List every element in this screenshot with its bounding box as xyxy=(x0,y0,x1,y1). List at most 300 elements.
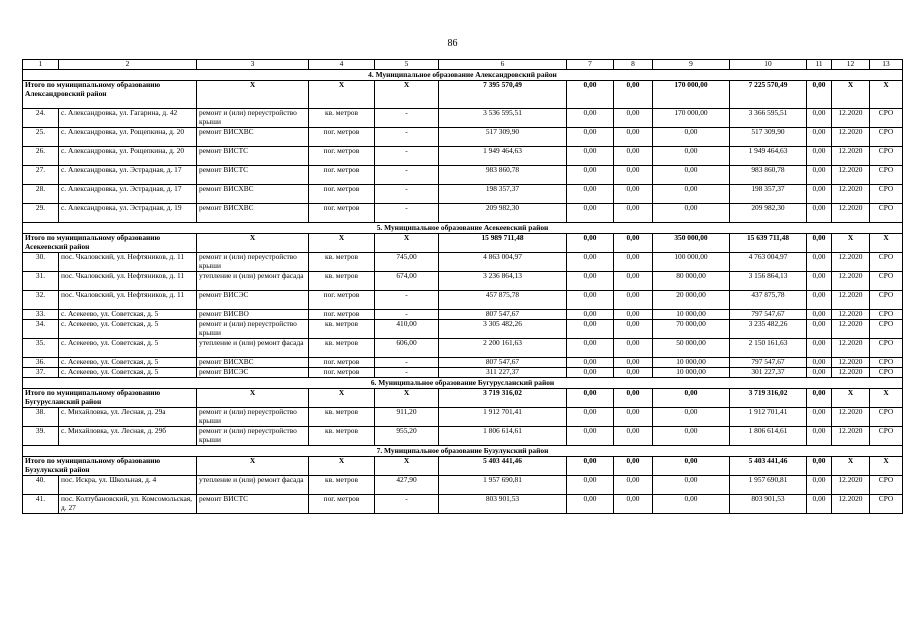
value-c12: 12.2020 xyxy=(832,166,870,185)
value-c10: 1 957 690,81 xyxy=(730,476,807,495)
column-number-header xyxy=(23,60,903,70)
value-c10: 198 357,37 xyxy=(730,185,807,204)
value-c6: 3 305 482,26 xyxy=(439,320,567,339)
value-c8: 0,00 xyxy=(614,147,653,166)
value-c13: СРО xyxy=(870,368,903,378)
value-c13: СРО xyxy=(870,310,903,320)
address-cell: с. Александровка, ул. Рощепкина, д. 20 xyxy=(59,128,197,147)
value-c6: 198 357,37 xyxy=(439,185,567,204)
quantity-cell: - xyxy=(375,109,439,128)
address-cell: с. Асекеево, ул. Советская, д. 5 xyxy=(59,358,197,368)
work-type-cell: ремонт ВИСТС xyxy=(197,495,309,514)
quantity-cell: - xyxy=(375,185,439,204)
work-type-cell: ремонт и (или) переустройство крыши xyxy=(197,320,309,339)
value-c10: 517 309,90 xyxy=(730,128,807,147)
value-c9: 0,00 xyxy=(653,204,730,223)
value-c11: 0,00 xyxy=(807,427,832,446)
unit-cell: пог. метров xyxy=(309,495,375,514)
total-c8: 0,00 xyxy=(614,234,653,253)
address-cell: с. Асекеево, ул. Советская, д. 5 xyxy=(59,320,197,339)
row-number: 29. xyxy=(23,204,59,223)
unit-cell: кв. метров xyxy=(309,476,375,495)
total-c11: 0,00 xyxy=(807,389,832,408)
value-c13: СРО xyxy=(870,109,903,128)
total-c13: Х xyxy=(870,81,903,109)
address-cell: пос. Чкаловский, ул. Нефтяников, д. 11 xyxy=(59,272,197,291)
total-c13: Х xyxy=(870,457,903,476)
row-number: 37. xyxy=(23,368,59,378)
value-c7: 0,00 xyxy=(567,476,614,495)
section-title: 7. Муниципальное образование Бузулукский район xyxy=(23,446,903,457)
work-type-cell: ремонт ВИСТС xyxy=(197,147,309,166)
total-c11: 0,00 xyxy=(807,457,832,476)
value-c12: 12.2020 xyxy=(832,408,870,427)
value-c8: 0,00 xyxy=(614,204,653,223)
row-number: 41. xyxy=(23,495,59,514)
quantity-cell: - xyxy=(375,128,439,147)
value-c7: 0,00 xyxy=(567,272,614,291)
value-c11: 0,00 xyxy=(807,166,832,185)
address-cell: пос. Чкаловский, ул. Нефтяников, д. 11 xyxy=(59,253,197,272)
quantity-cell: - xyxy=(375,204,439,223)
value-c11: 0,00 xyxy=(807,310,832,320)
section-title: 6. Муниципальное образование Бугурусланский район xyxy=(23,378,903,389)
value-c10: 1 806 614,61 xyxy=(730,427,807,446)
row-number: 28. xyxy=(23,185,59,204)
work-type-cell: ремонт ВИСТС xyxy=(197,166,309,185)
quantity-cell: 410,00 xyxy=(375,320,439,339)
value-c13: СРО xyxy=(870,272,903,291)
row-number: 31. xyxy=(23,272,59,291)
value-c11: 0,00 xyxy=(807,128,832,147)
address-cell: с. Александровка, ул. Рощепкина, д. 20 xyxy=(59,147,197,166)
table-row xyxy=(23,310,903,320)
total-c12: Х xyxy=(832,457,870,476)
work-type-cell: ремонт ВИСХВС xyxy=(197,204,309,223)
total-c6: 3 719 316,02 xyxy=(439,389,567,408)
value-c9: 10 000,00 xyxy=(653,358,730,368)
address-cell: с. Александровка, ул. Гагарина, д. 42 xyxy=(59,109,197,128)
total-c10: 5 403 441,46 xyxy=(730,457,807,476)
value-c6: 803 901,53 xyxy=(439,495,567,514)
value-c11: 0,00 xyxy=(807,368,832,378)
value-c6: 1 957 690,81 xyxy=(439,476,567,495)
unit-cell: пог. метров xyxy=(309,185,375,204)
total-c9: 0,00 xyxy=(653,457,730,476)
total-row xyxy=(23,81,903,109)
value-c12: 12.2020 xyxy=(832,339,870,358)
row-number: 40. xyxy=(23,476,59,495)
value-c8: 0,00 xyxy=(614,291,653,310)
value-c9: 0,00 xyxy=(653,427,730,446)
column-number-7: 7 xyxy=(567,60,614,70)
table-row xyxy=(23,253,903,272)
address-cell: с. Александровка, ул. Эстрадная, д. 17 xyxy=(59,185,197,204)
total-c10: 15 639 711,48 xyxy=(730,234,807,253)
table-row xyxy=(23,128,903,147)
value-c10: 3 366 595,51 xyxy=(730,109,807,128)
total-c8: 0,00 xyxy=(614,81,653,109)
value-c8: 0,00 xyxy=(614,476,653,495)
value-c12: 12.2020 xyxy=(832,128,870,147)
total-c6: 5 403 441,46 xyxy=(439,457,567,476)
unit-cell: пог. метров xyxy=(309,310,375,320)
value-c12: 12.2020 xyxy=(832,185,870,204)
value-c10: 1 949 464,63 xyxy=(730,147,807,166)
column-number-6: 6 xyxy=(439,60,567,70)
section-header xyxy=(23,223,903,234)
row-number: 27. xyxy=(23,166,59,185)
column-number-2: 2 xyxy=(59,60,197,70)
unit-cell: пог. метров xyxy=(309,358,375,368)
value-c10: 437 875,78 xyxy=(730,291,807,310)
address-cell: пос. Чкаловский, ул. Нефтяников, д. 11 xyxy=(59,291,197,310)
table-row xyxy=(23,358,903,368)
address-cell: пос. Искра, ул. Школьная, д. 4 xyxy=(59,476,197,495)
total-c12: Х xyxy=(832,389,870,408)
total-c9: 0,00 xyxy=(653,389,730,408)
total-c12: Х xyxy=(832,234,870,253)
total-c8: 0,00 xyxy=(614,389,653,408)
value-c7: 0,00 xyxy=(567,495,614,514)
table-row xyxy=(23,320,903,339)
address-cell: с. Асекеево, ул. Советская, д. 5 xyxy=(59,339,197,358)
unit-cell: пог. метров xyxy=(309,128,375,147)
column-number-12: 12 xyxy=(832,60,870,70)
total-c5: Х xyxy=(375,389,439,408)
work-type-cell: ремонт ВИСЭС xyxy=(197,291,309,310)
quantity-cell: 911,20 xyxy=(375,408,439,427)
value-c7: 0,00 xyxy=(567,185,614,204)
value-c9: 0,00 xyxy=(653,166,730,185)
row-number: 30. xyxy=(23,253,59,272)
table-row xyxy=(23,272,903,291)
total-c11: 0,00 xyxy=(807,234,832,253)
value-c11: 0,00 xyxy=(807,495,832,514)
total-c11: 0,00 xyxy=(807,81,832,109)
value-c12: 12.2020 xyxy=(832,310,870,320)
section-header xyxy=(23,446,903,457)
value-c8: 0,00 xyxy=(614,185,653,204)
value-c8: 0,00 xyxy=(614,166,653,185)
value-c7: 0,00 xyxy=(567,253,614,272)
quantity-cell: - xyxy=(375,291,439,310)
work-type-cell: ремонт ВИСВО xyxy=(197,310,309,320)
row-number: 34. xyxy=(23,320,59,339)
value-c10: 4 763 004,97 xyxy=(730,253,807,272)
unit-cell: кв. метров xyxy=(309,109,375,128)
total-c10: 3 719 316,02 xyxy=(730,389,807,408)
value-c10: 983 860,78 xyxy=(730,166,807,185)
value-c12: 12.2020 xyxy=(832,427,870,446)
value-c12: 12.2020 xyxy=(832,147,870,166)
total-c4: Х xyxy=(309,81,375,109)
value-c9: 20 000,00 xyxy=(653,291,730,310)
value-c7: 0,00 xyxy=(567,166,614,185)
value-c11: 0,00 xyxy=(807,272,832,291)
total-label: Итого по муниципальному образованию Бугурусланский район xyxy=(23,389,197,408)
value-c10: 2 150 161,63 xyxy=(730,339,807,358)
value-c13: СРО xyxy=(870,358,903,368)
value-c13: СРО xyxy=(870,291,903,310)
total-c9: 170 000,00 xyxy=(653,81,730,109)
row-number: 38. xyxy=(23,408,59,427)
value-c10: 797 547,67 xyxy=(730,358,807,368)
work-type-cell: утепление и (или) ремонт фасада xyxy=(197,476,309,495)
value-c8: 0,00 xyxy=(614,253,653,272)
total-label: Итого по муниципальному образованию Бузулукский район xyxy=(23,457,197,476)
column-number-4: 4 xyxy=(309,60,375,70)
table-row xyxy=(23,204,903,223)
total-c12: Х xyxy=(832,81,870,109)
value-c9: 0,00 xyxy=(653,495,730,514)
row-number: 25. xyxy=(23,128,59,147)
quantity-cell: - xyxy=(375,147,439,166)
value-c9: 100 000,00 xyxy=(653,253,730,272)
total-c3: Х xyxy=(197,81,309,109)
value-c7: 0,00 xyxy=(567,310,614,320)
row-number: 33. xyxy=(23,310,59,320)
value-c10: 803 901,53 xyxy=(730,495,807,514)
total-c3: Х xyxy=(197,234,309,253)
value-c9: 0,00 xyxy=(653,476,730,495)
work-type-cell: ремонт ВИСХВС xyxy=(197,185,309,204)
column-number-1: 1 xyxy=(23,60,59,70)
unit-cell: пог. метров xyxy=(309,166,375,185)
address-cell: с. Асекеево, ул. Советская, д. 5 xyxy=(59,310,197,320)
total-label: Итого по муниципальному образованию Александровский район xyxy=(23,81,197,109)
value-c11: 0,00 xyxy=(807,109,832,128)
value-c12: 12.2020 xyxy=(832,253,870,272)
column-number-8: 8 xyxy=(614,60,653,70)
unit-cell: пог. метров xyxy=(309,291,375,310)
value-c12: 12.2020 xyxy=(832,109,870,128)
table-row xyxy=(23,109,903,128)
total-label: Итого по муниципальному образованию Асекеевский район xyxy=(23,234,197,253)
total-c7: 0,00 xyxy=(567,389,614,408)
value-c7: 0,00 xyxy=(567,427,614,446)
value-c6: 807 547,67 xyxy=(439,310,567,320)
quantity-cell: - xyxy=(375,310,439,320)
value-c10: 3 235 482,26 xyxy=(730,320,807,339)
unit-cell: пог. метров xyxy=(309,147,375,166)
value-c9: 80 000,00 xyxy=(653,272,730,291)
value-c9: 0,00 xyxy=(653,408,730,427)
value-c13: СРО xyxy=(870,320,903,339)
value-c7: 0,00 xyxy=(567,368,614,378)
value-c12: 12.2020 xyxy=(832,204,870,223)
value-c6: 807 547,67 xyxy=(439,358,567,368)
value-c11: 0,00 xyxy=(807,253,832,272)
total-c4: Х xyxy=(309,389,375,408)
value-c7: 0,00 xyxy=(567,358,614,368)
value-c13: СРО xyxy=(870,253,903,272)
value-c13: СРО xyxy=(870,495,903,514)
column-number-9: 9 xyxy=(653,60,730,70)
unit-cell: кв. метров xyxy=(309,408,375,427)
address-cell: с. Михайловка, ул. Лесная, д. 29б xyxy=(59,427,197,446)
table-row xyxy=(23,166,903,185)
address-cell: с. Асекеево, ул. Советская, д. 5 xyxy=(59,368,197,378)
value-c8: 0,00 xyxy=(614,320,653,339)
value-c9: 170 000,00 xyxy=(653,109,730,128)
total-c4: Х xyxy=(309,234,375,253)
column-number-13: 13 xyxy=(870,60,903,70)
row-number: 32. xyxy=(23,291,59,310)
table-row xyxy=(23,408,903,427)
table-row xyxy=(23,368,903,378)
value-c9: 0,00 xyxy=(653,128,730,147)
table-row xyxy=(23,476,903,495)
value-c7: 0,00 xyxy=(567,291,614,310)
value-c11: 0,00 xyxy=(807,476,832,495)
value-c8: 0,00 xyxy=(614,272,653,291)
value-c10: 3 156 864,13 xyxy=(730,272,807,291)
work-type-cell: ремонт ВИСХВС xyxy=(197,128,309,147)
value-c8: 0,00 xyxy=(614,358,653,368)
total-c7: 0,00 xyxy=(567,457,614,476)
value-c7: 0,00 xyxy=(567,109,614,128)
value-c11: 0,00 xyxy=(807,147,832,166)
total-c5: Х xyxy=(375,457,439,476)
value-c8: 0,00 xyxy=(614,408,653,427)
value-c9: 10 000,00 xyxy=(653,310,730,320)
unit-cell: кв. метров xyxy=(309,272,375,291)
unit-cell: кв. метров xyxy=(309,253,375,272)
table-row xyxy=(23,147,903,166)
unit-cell: пог. метров xyxy=(309,204,375,223)
value-c13: СРО xyxy=(870,408,903,427)
value-c12: 12.2020 xyxy=(832,476,870,495)
table-body xyxy=(23,60,903,514)
row-number: 24. xyxy=(23,109,59,128)
value-c13: СРО xyxy=(870,128,903,147)
quantity-cell: 674,00 xyxy=(375,272,439,291)
work-type-cell: ремонт ВИСХВС xyxy=(197,358,309,368)
work-type-cell: утепление и (или) ремонт фасада xyxy=(197,339,309,358)
value-c11: 0,00 xyxy=(807,339,832,358)
section-header xyxy=(23,70,903,81)
address-cell: с. Александровка, ул. Эстрадная, д. 17 xyxy=(59,166,197,185)
quantity-cell: - xyxy=(375,495,439,514)
total-c5: Х xyxy=(375,81,439,109)
value-c9: 50 000,00 xyxy=(653,339,730,358)
quantity-cell: - xyxy=(375,368,439,378)
value-c12: 12.2020 xyxy=(832,272,870,291)
value-c7: 0,00 xyxy=(567,204,614,223)
table-row xyxy=(23,495,903,514)
total-c13: Х xyxy=(870,234,903,253)
value-c11: 0,00 xyxy=(807,408,832,427)
work-type-cell: ремонт и (или) переустройство крыши xyxy=(197,253,309,272)
repair-plan-table xyxy=(22,59,903,514)
value-c11: 0,00 xyxy=(807,185,832,204)
total-c7: 0,00 xyxy=(567,234,614,253)
value-c10: 797 547,67 xyxy=(730,310,807,320)
total-row xyxy=(23,234,903,253)
value-c13: СРО xyxy=(870,185,903,204)
value-c7: 0,00 xyxy=(567,147,614,166)
value-c6: 3 536 595,51 xyxy=(439,109,567,128)
quantity-cell: 955,20 xyxy=(375,427,439,446)
unit-cell: кв. метров xyxy=(309,339,375,358)
table-row xyxy=(23,427,903,446)
value-c6: 4 863 004,97 xyxy=(439,253,567,272)
address-cell: с. Михайловка, ул. Лесная, д. 29а xyxy=(59,408,197,427)
total-c9: 350 000,00 xyxy=(653,234,730,253)
row-number: 35. xyxy=(23,339,59,358)
column-number-5: 5 xyxy=(375,60,439,70)
value-c13: СРО xyxy=(870,476,903,495)
value-c7: 0,00 xyxy=(567,128,614,147)
unit-cell: пог. метров xyxy=(309,368,375,378)
value-c7: 0,00 xyxy=(567,408,614,427)
value-c6: 209 982,30 xyxy=(439,204,567,223)
value-c12: 12.2020 xyxy=(832,320,870,339)
value-c6: 1 806 614,61 xyxy=(439,427,567,446)
value-c6: 3 236 864,13 xyxy=(439,272,567,291)
value-c9: 0,00 xyxy=(653,147,730,166)
section-header xyxy=(23,378,903,389)
value-c13: СРО xyxy=(870,427,903,446)
value-c8: 0,00 xyxy=(614,368,653,378)
value-c8: 0,00 xyxy=(614,427,653,446)
value-c6: 311 227,37 xyxy=(439,368,567,378)
unit-cell: кв. метров xyxy=(309,320,375,339)
value-c13: СРО xyxy=(870,166,903,185)
page-number: 86 xyxy=(447,38,458,49)
section-title: 5. Муниципальное образование Асекеевский район xyxy=(23,223,903,234)
quantity-cell: - xyxy=(375,358,439,368)
work-type-cell: ремонт ВИСЭС xyxy=(197,368,309,378)
value-c6: 1 912 701,41 xyxy=(439,408,567,427)
value-c6: 983 860,78 xyxy=(439,166,567,185)
total-row xyxy=(23,457,903,476)
value-c12: 12.2020 xyxy=(832,368,870,378)
value-c6: 517 309,90 xyxy=(439,128,567,147)
value-c9: 10 000,00 xyxy=(653,368,730,378)
value-c6: 2 200 161,63 xyxy=(439,339,567,358)
total-c8: 0,00 xyxy=(614,457,653,476)
value-c8: 0,00 xyxy=(614,109,653,128)
table-row xyxy=(23,185,903,204)
value-c11: 0,00 xyxy=(807,291,832,310)
value-c6: 1 949 464,63 xyxy=(439,147,567,166)
table-row xyxy=(23,291,903,310)
value-c7: 0,00 xyxy=(567,320,614,339)
column-number-10: 10 xyxy=(730,60,807,70)
value-c9: 0,00 xyxy=(653,185,730,204)
value-c8: 0,00 xyxy=(614,495,653,514)
value-c7: 0,00 xyxy=(567,339,614,358)
value-c6: 457 875,78 xyxy=(439,291,567,310)
value-c10: 209 982,30 xyxy=(730,204,807,223)
work-type-cell: ремонт и (или) переустройство крыши xyxy=(197,109,309,128)
quantity-cell: 745,00 xyxy=(375,253,439,272)
row-number: 36. xyxy=(23,358,59,368)
quantity-cell: 606,00 xyxy=(375,339,439,358)
address-cell: пос. Колтубановский, ул. Комсомольская, д. 27 xyxy=(59,495,197,514)
total-c3: Х xyxy=(197,457,309,476)
value-c12: 12.2020 xyxy=(832,291,870,310)
address-cell: с. Александровка, ул. Эстрадная, д. 19 xyxy=(59,204,197,223)
value-c11: 0,00 xyxy=(807,320,832,339)
value-c9: 70 000,00 xyxy=(653,320,730,339)
value-c8: 0,00 xyxy=(614,339,653,358)
value-c10: 301 227,37 xyxy=(730,368,807,378)
total-c3: Х xyxy=(197,389,309,408)
total-c13: Х xyxy=(870,389,903,408)
